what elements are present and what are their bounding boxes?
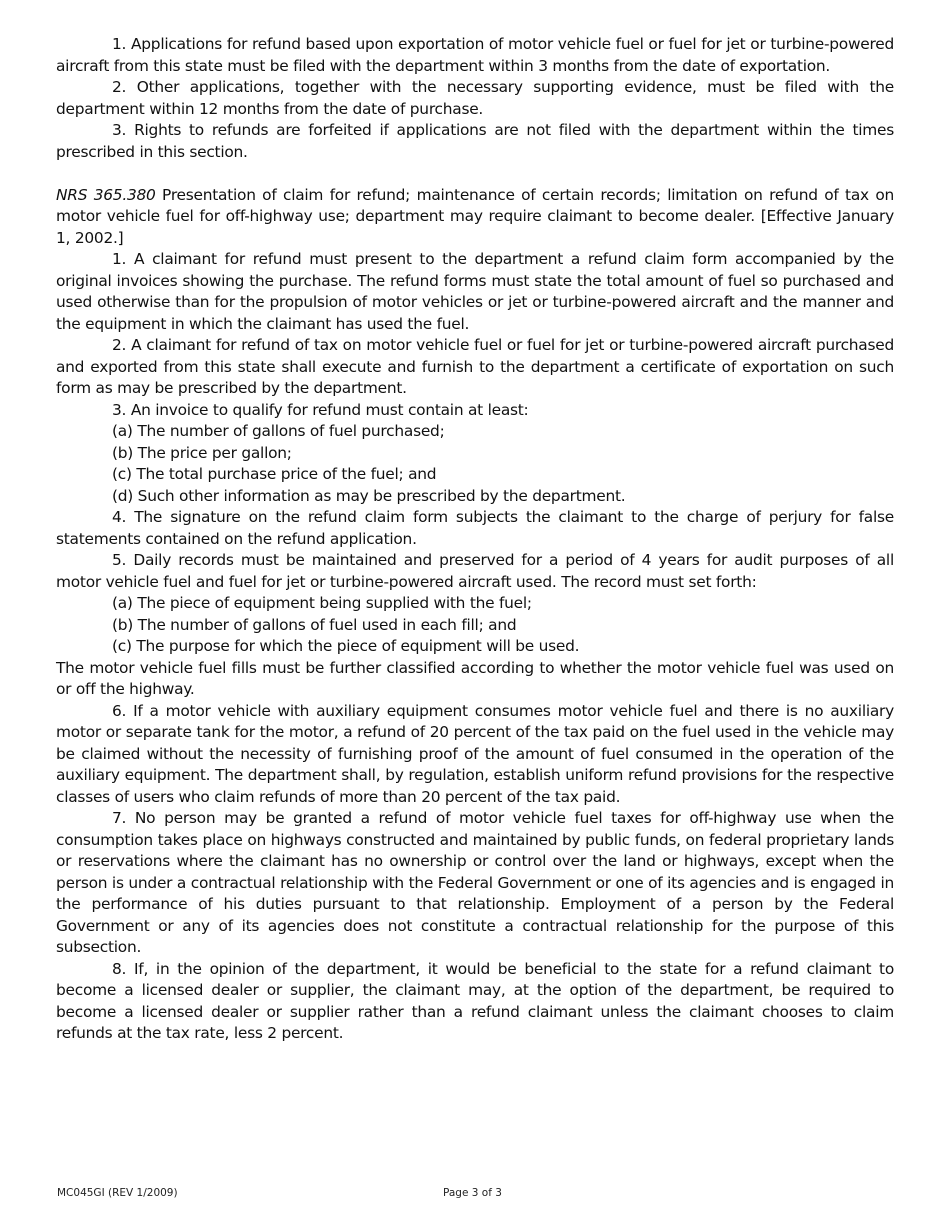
section-number: NRS 365.380 <box>56 185 156 204</box>
section-paragraph-2: 2. A claimant for refund of tax on motor vehicle fuel or fuel for jet or turbine-powered aircraft purchased and exported from this state shall execute and furnish to the department a certificate of exportation on such form as may be prescribed by the department. <box>56 336 894 397</box>
invoice-item-c: (c) The total purchase price of the fuel; and <box>112 465 437 483</box>
invoice-item-d: (d) Such other information as may be prescribed by the department. <box>112 486 626 505</box>
section-paragraph-8: 8. If, in the opinion of the department, it would be beneficial to the state for a refund claimant to become a licensed dealer or supplier, the claimant may, at the option of the department, be required to become a licensed dealer or supplier rather than a refund claimant unless the claimant chooses to claim refunds at the tax rate, less 2 percent. <box>56 959 894 1042</box>
section-paragraph-4: 4. The signature on the refund claim form subjects the claimant to the charge of perjury for false statements contained on the refund application. <box>56 508 894 548</box>
section-paragraph-3: 3. An invoice to qualify for refund must contain at least: <box>112 400 529 419</box>
intro-paragraph-1: 1. Applications for refund based upon exportation of motor vehicle fuel or fuel for jet or turbine-powered aircraft from this state must be filed with the department within 3 months from the date of exportation. <box>56 35 894 75</box>
section-paragraph-1: 1. A claimant for refund must present to the department a refund claim form accompanied by the original invoices showing the purchase. The refund forms must state the total amount of fuel so purchased and used otherwise than for the propulsion of motor vehicles or jet or turbine-powered aircraft and the manner and the equipment in which the claimant has used the fuel. <box>56 250 894 333</box>
section-paragraph-6: 6. If a motor vehicle with auxiliary equipment consumes motor vehicle fuel and there is no auxiliary motor or separate tank for the motor, a refund of 20 percent of the tax paid on the fuel used in the vehicle may be claimed without the necessity of furnishing proof of the amount of fuel consumed in the operation of the auxiliary equipment. The department shall, by regulation, establish uniform refund provisions for the respective classes of users who claim refunds of more than 20 percent of the tax paid. <box>56 701 894 806</box>
section-paragraph-7: 7. No person may be granted a refund of motor vehicle fuel taxes for off-highway use when the consumption takes place on highways constructed and maintained by public funds, on federal proprietary lands or reservations where the claimant has no ownership or control over the land or highways, except when the person is under a contractual relationship with the Federal Government or one of its agencies and is engaged in the performance of his duties pursuant to that relationship. Employment of a person by the Federal Government or any of its agencies does not constitute a contractual relationship for the purpose of this subsection. <box>56 809 894 956</box>
record-item-c: (c) The purpose for which the piece of equipment will be used. <box>112 637 580 655</box>
invoice-item-a: (a) The number of gallons of fuel purchased; <box>112 422 445 440</box>
section-title: Presentation of claim for refund; maintenance of certain records; limitation on refund of tax on motor vehicle fuel for off-highway use; department may require claimant to become dealer. [Effective January 1, 2002.] <box>56 185 894 247</box>
section-heading <box>56 185 894 250</box>
intro-paragraph-3: 3. Rights to refunds are forfeited if applications are not filed with the department within the times prescribed in this section. <box>56 121 894 161</box>
record-item-b: (b) The number of gallons of fuel used in each fill; and <box>112 615 517 634</box>
document-body <box>56 34 894 1045</box>
section-paragraph-5: 5. Daily records must be maintained and preserved for a period of 4 years for audit purposes of all motor vehicle fuel and fuel for jet or turbine-powered aircraft used. The record must set forth: <box>56 551 894 591</box>
page-number: Page 3 of 3 <box>443 1187 502 1199</box>
section-paragraph-5-tail: The motor vehicle fuel fills must be further classified according to whether the motor vehicle fuel was used on or off the highway. <box>56 658 894 698</box>
form-id: MC045GI (REV 1/2009) <box>57 1187 178 1199</box>
paragraph-spacer <box>56 163 894 185</box>
intro-paragraph-2: 2. Other applications, together with the necessary supporting evidence, must be filed with the department within 12 months from the date of purchase. <box>56 78 894 118</box>
invoice-item-b: (b) The price per gallon; <box>112 443 292 462</box>
record-item-a: (a) The piece of equipment being supplied with the fuel; <box>112 594 532 612</box>
